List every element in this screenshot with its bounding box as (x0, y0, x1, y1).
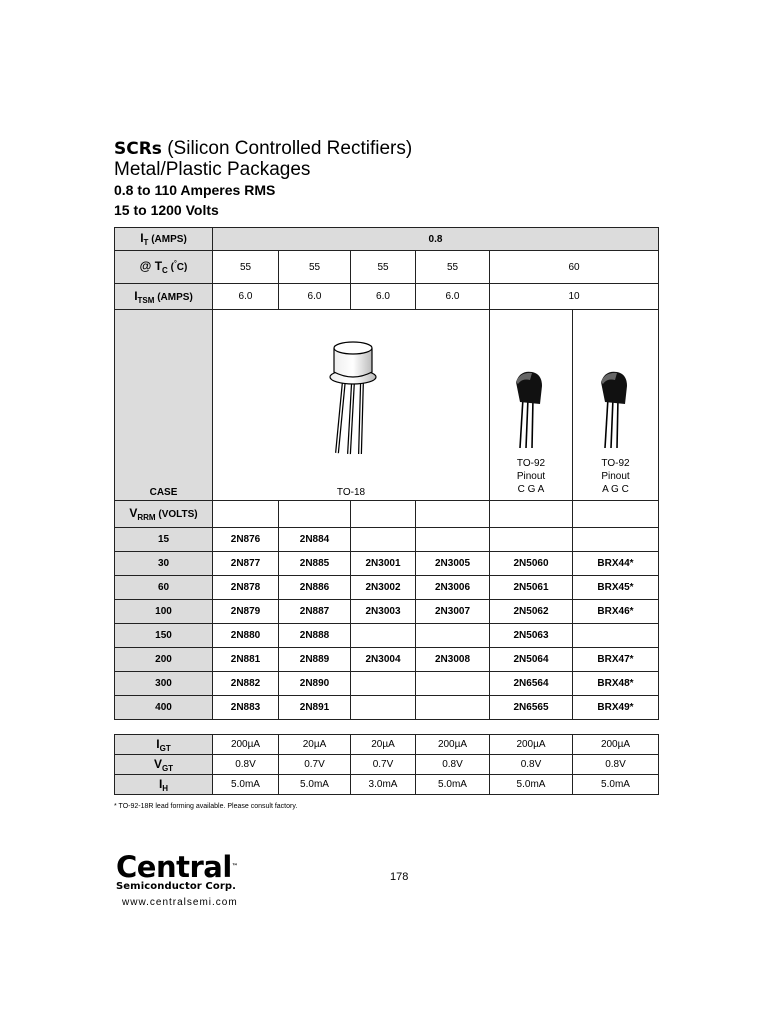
part-number: 2N3005 (416, 552, 490, 576)
table-row (115, 576, 659, 600)
igt-value: 20µA (351, 735, 416, 755)
title-scrs: SCRs (114, 139, 162, 159)
to92-agc-line3: A G C (602, 484, 629, 495)
vgt-value: 0.8V (213, 755, 279, 775)
row-ih (115, 775, 659, 795)
row-vrrm (115, 501, 659, 528)
label-vrrm: $V_{RRM}$ (VOLTS) (115, 501, 213, 528)
vrrm-value: 100 (115, 600, 213, 624)
igt-value: 200µA (573, 735, 659, 755)
part-number: BRX46* (573, 600, 659, 624)
ih-value: 5.0mA (416, 775, 490, 795)
itsm-value: 6.0 (416, 284, 490, 310)
part-number (351, 528, 416, 552)
vrrm-value: 15 (115, 528, 213, 552)
part-number: 2N3007 (416, 600, 490, 624)
case-to92-agc (573, 310, 659, 501)
table-row (115, 696, 659, 720)
ih-value: 5.0mA (490, 775, 573, 795)
row-igt (115, 735, 659, 755)
part-number: 2N891 (279, 696, 351, 720)
to92-cga-line3: C G A (517, 484, 545, 495)
part-number: 2N878 (213, 576, 279, 600)
subtitle-amperes: 0.8 to 110 Amperes RMS (114, 182, 276, 198)
vrrm-value: 200 (115, 648, 213, 672)
row-it (115, 228, 659, 251)
label-tc: @ $T_C$ (°C) (115, 251, 213, 284)
part-number: 2N884 (279, 528, 351, 552)
part-number (490, 528, 573, 552)
logo-sub-text: Semiconductor Corp. (116, 881, 237, 892)
row-itsm (115, 284, 659, 310)
logo-tm: ™ (231, 863, 238, 870)
part-number: 2N885 (279, 552, 351, 576)
part-number: BRX45* (573, 576, 659, 600)
part-number: 2N889 (279, 648, 351, 672)
to92-cga-line2: Pinout (516, 471, 546, 482)
to18-package-icon (213, 310, 490, 480)
vgt-value: 0.7V (279, 755, 351, 775)
ih-value: 3.0mA (351, 775, 416, 795)
part-number: 2N3002 (351, 576, 416, 600)
label-vgt: $V_{GT}$ (115, 755, 213, 775)
part-number: 2N882 (213, 672, 279, 696)
part-number (351, 672, 416, 696)
logo-main-text: Central (116, 850, 232, 884)
it-value: 0.8 (213, 228, 659, 251)
vgt-value: 0.8V (416, 755, 490, 775)
part-number: 2N887 (279, 600, 351, 624)
part-number (416, 528, 490, 552)
tc-value: 55 (213, 251, 279, 284)
row-vgt (115, 755, 659, 775)
part-number: BRX44* (573, 552, 659, 576)
table-row (115, 528, 659, 552)
vrrm-value: 150 (115, 624, 213, 648)
part-number: 2N890 (279, 672, 351, 696)
to92-package-icon (573, 310, 659, 455)
table-row (115, 552, 659, 576)
to92-agc-line1: TO-92 (601, 458, 630, 469)
part-number (351, 624, 416, 648)
itsm-value: 6.0 (213, 284, 279, 310)
row-case (115, 310, 659, 501)
part-number (573, 624, 659, 648)
part-number: BRX49* (573, 696, 659, 720)
vrrm-value: 400 (115, 696, 213, 720)
part-number: 2N886 (279, 576, 351, 600)
part-number: 2N888 (279, 624, 351, 648)
part-number: 2N883 (213, 696, 279, 720)
part-number: 2N5064 (490, 648, 573, 672)
title-scrs-desc: (Silicon Controlled Rectifiers) (167, 138, 413, 159)
ih-value: 5.0mA (279, 775, 351, 795)
itsm-value: 10 (490, 284, 659, 310)
website-link[interactable]: www.centralsemi.com (122, 897, 238, 908)
vrrm-rows (115, 528, 659, 720)
to92-package-icon (490, 310, 573, 455)
part-number: 2N881 (213, 648, 279, 672)
label-itsm: $I_{TSM}$ (AMPS) (115, 284, 213, 310)
part-number: 2N3008 (416, 648, 490, 672)
to92-agc-line2: Pinout (601, 471, 630, 482)
tc-value: 55 (351, 251, 416, 284)
to92-cga-line1: TO-92 (516, 458, 546, 469)
table-row (115, 648, 659, 672)
part-number: 2N6565 (490, 696, 573, 720)
tc-value: 60 (490, 251, 659, 284)
part-number: 2N880 (213, 624, 279, 648)
table-row (115, 600, 659, 624)
label-igt: $I_{GT}$ (115, 735, 213, 755)
case-to92-cga (490, 310, 573, 501)
vgt-value: 0.7V (351, 755, 416, 775)
part-number: 2N5061 (490, 576, 573, 600)
part-number (416, 624, 490, 648)
tc-value: 55 (279, 251, 351, 284)
igt-value: 200µA (490, 735, 573, 755)
itsm-value: 6.0 (351, 284, 416, 310)
part-number: 2N6564 (490, 672, 573, 696)
part-number (416, 672, 490, 696)
label-case: CASE (115, 310, 213, 501)
part-number (416, 696, 490, 720)
subtitle-packages: Metal/Plastic Packages (114, 159, 311, 180)
ih-value: 5.0mA (213, 775, 279, 795)
subtitle-volts: 15 to 1200 Volts (114, 202, 219, 218)
part-number (573, 528, 659, 552)
case-to18-label: TO-18 (336, 487, 366, 498)
part-number (351, 696, 416, 720)
vgt-value: 0.8V (573, 755, 659, 775)
company-logo (116, 852, 237, 892)
igt-value: 200µA (213, 735, 279, 755)
part-number: 2N876 (213, 528, 279, 552)
part-number: 2N879 (213, 600, 279, 624)
vgt-value: 0.8V (490, 755, 573, 775)
scr-spec-table (114, 227, 659, 720)
ih-value: 5.0mA (573, 775, 659, 795)
label-ih: $I_H$ (115, 775, 213, 795)
part-number: BRX47* (573, 648, 659, 672)
part-number: 2N877 (213, 552, 279, 576)
igt-value: 20µA (279, 735, 351, 755)
page-number: 178 (390, 871, 409, 883)
footnote: * TO-92-18R lead forming available. Please consult factory. (114, 803, 298, 810)
part-number: 2N3006 (416, 576, 490, 600)
case-to18 (213, 310, 490, 501)
tc-value: 55 (416, 251, 490, 284)
part-number: 2N3004 (351, 648, 416, 672)
vrrm-value: 30 (115, 552, 213, 576)
table-row (115, 624, 659, 648)
part-number: BRX48* (573, 672, 659, 696)
table-row (115, 672, 659, 696)
label-it: $I_T$ (AMPS) (115, 228, 213, 251)
part-number: 2N5063 (490, 624, 573, 648)
gate-spec-table (114, 734, 659, 795)
part-number: 2N5062 (490, 600, 573, 624)
vrrm-value: 300 (115, 672, 213, 696)
vrrm-value: 60 (115, 576, 213, 600)
itsm-value: 6.0 (279, 284, 351, 310)
part-number: 2N3001 (351, 552, 416, 576)
row-tc (115, 251, 659, 284)
part-number: 2N5060 (490, 552, 573, 576)
igt-value: 200µA (416, 735, 490, 755)
part-number: 2N3003 (351, 600, 416, 624)
